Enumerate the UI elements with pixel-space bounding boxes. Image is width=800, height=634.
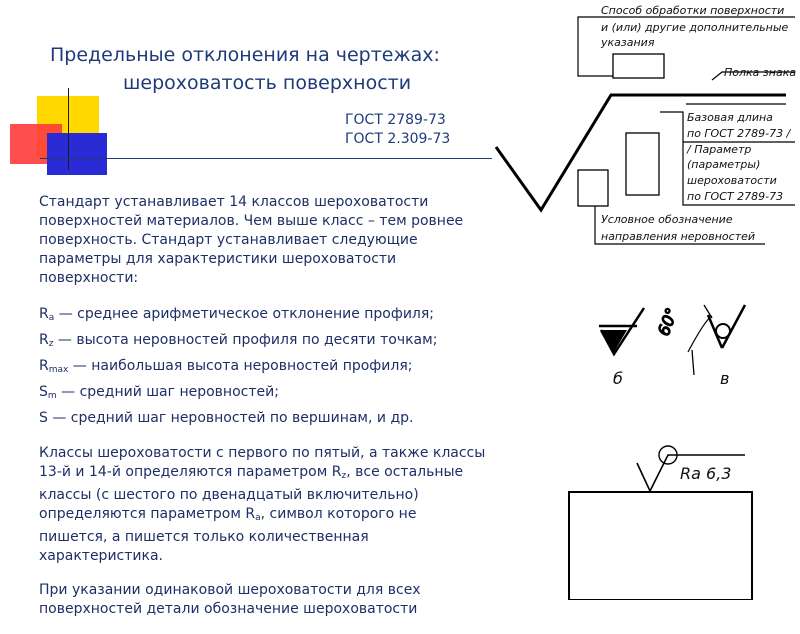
page-subtitle: шероховатость поверхности [123,72,412,94]
decor-horizontal-line [40,158,492,159]
label-shelf: Полка знака [724,66,797,79]
param-list [39,303,489,429]
angle-label: 60° [653,305,682,339]
label-param-1: / Параметр [687,143,752,156]
label-method-3: указания [601,36,655,49]
param-rmax: $R_{max}$ — наибольшая высота неровностей профиля; [39,358,413,375]
label-dir-2: направления неровностей [601,230,756,243]
body-text [39,193,489,634]
ra-value: Ra 6,3 [680,464,732,483]
label-method-1: Способ обработки поверхности [601,4,785,17]
decor-blue-block [47,133,107,175]
gost-2: ГОСТ 2.309-73 [345,131,451,147]
sign-v [708,305,745,348]
label-base-1: Базовая длина [687,111,773,124]
page-title: Предельные отклонения на чертежах: [50,44,440,66]
param-rz: $R_z$ — высота неровностей профиля по десяти точкам; [39,332,438,349]
param-s: S — средний шаг неровностей по вершинам, и др. [39,410,414,426]
label-dir-1: Условное обозначение [601,213,733,226]
label-method-2: и (или) другие дополнительные [601,21,789,34]
label-base-2: по ГОСТ 2789-73 / [687,127,791,140]
intro-paragraph: Стандарт устанавливает 14 классов шероховатости поверхностей материалов. Чем выше класс – тем ровнее поверхность. Стандарт устанавливает следующие параметры для характеристики шероховатости поверхности: [39,194,464,286]
label-param-4: по ГОСТ 2789-73 [687,190,784,203]
gost-1: ГОСТ 2789-73 [345,112,446,128]
param-sm: $S_m$ — средний шаг неровностей; [39,384,279,401]
param-ra: $R_a$ — среднее арифметическое отклонение профиля; [39,306,435,323]
letter-v: в [720,369,730,388]
same-roughness-paragraph: При указании одинаковой шероховатости для всех поверхностей детали обозначение шероховатости [39,582,421,617]
roughness-sign-diagram [480,0,800,600]
letter-b: б [613,369,623,388]
sign-angle [654,305,712,375]
classes-paragraph: Классы шероховатости с первого по пятый, а также классы 13-й и 14-й определяются параметром $R_z$, все остальные классы (с шестого по двенадцатый включительно) определяются параметром $R_a$, символ которого не пишется, а пишется только количественная характеристика. [39,445,486,564]
label-param-2: (параметры) [687,158,761,171]
label-param-3: шероховатости [687,174,777,187]
sign-b [599,308,644,354]
gost-references [345,111,450,149]
